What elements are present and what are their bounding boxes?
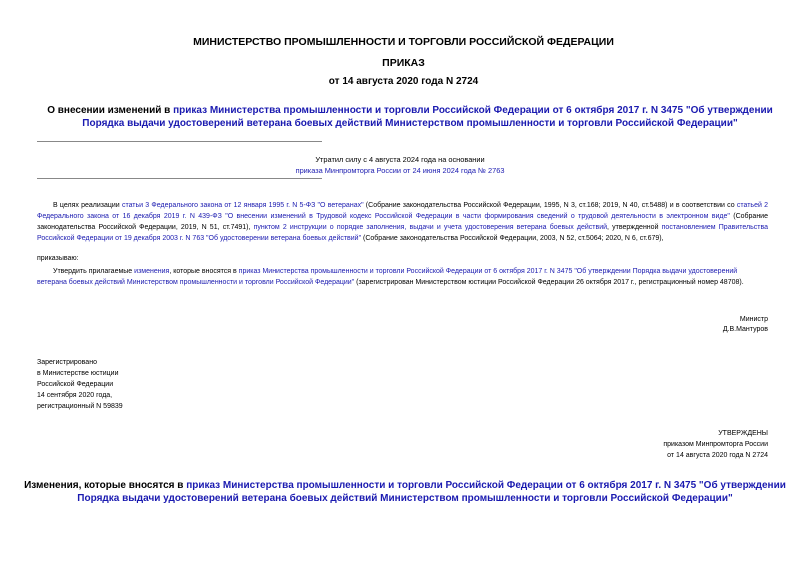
para1-text-2: (Собрание законодательства Российской Федерации, 2019, N 51, ст.7491),: [37, 213, 768, 231]
para1-text-indent: В целях реализации: [53, 202, 122, 209]
registration-line: регистрационный N 59839: [37, 403, 123, 410]
approved-block: [663, 428, 768, 461]
signature-name: Д.В.Мантуров: [722, 326, 768, 333]
para3-link-order[interactable]: приказ Министерства промышленности и торговли Российской Федерации от 6 октября 2017 г. N 3475 "Об утверждении Порядка выдачи удостоверений ветерана боевых действий Министерством промышленности и торговли Российской Федерации": [37, 268, 738, 286]
divider-bottom: [37, 178, 322, 179]
paragraph-order: приказываю:: [37, 255, 79, 262]
para3-text-1: Утвердить прилагаемые: [53, 268, 135, 275]
changes-title-prefix: Изменения, которые вносятся в: [24, 480, 187, 491]
title-prefix: О внесении изменений в: [47, 105, 174, 116]
para1-link-instruction[interactable]: пунктом 2 инструкции о порядке заполнения, выдачи и учета удостоверения ветерана боевых действий: [253, 224, 608, 231]
registration-line: Российской Федерации: [37, 381, 114, 388]
para1-link-labor-code-law[interactable]: статьей 2 Федерального закона от 16 декабря 2019 г. N 439-ФЗ "О внесении изменений в Трудовой кодекс Российской Федерации в части формирования сведений о трудовой деятельности в электронном виде": [37, 202, 769, 220]
para3-text-2: , которые вносятся в: [169, 268, 239, 275]
para3-text-3: (зарегистрирован Министерством юстиции Российской Федерации 26 октября 2017 г., регистрационный номер 48708).: [354, 279, 744, 286]
paragraph-basis: [37, 200, 768, 244]
approved-line: приказом Минпромторга России: [663, 441, 768, 448]
doc-type-heading: ПРИКАЗ: [382, 57, 425, 69]
para1-link-veterans-law[interactable]: статьи 3 Федерального закона от 12 января 1995 г. N 5-ФЗ "О ветеранах": [121, 202, 364, 209]
registration-line: Зарегистрировано: [37, 359, 97, 366]
document-title: [30, 104, 790, 130]
title-link[interactable]: приказ Министерства промышленности и торговли Российской Федерации от 6 октября 2017 г. N 3475 "Об утверждении Порядка выдачи удостоверений ветерана боевых действий Министерством промышленности и торговли Российской Федерации": [82, 105, 773, 129]
paragraph-approve: [37, 266, 768, 288]
signature-position: Министр: [739, 316, 768, 323]
changes-title: [20, 479, 790, 505]
lost-force-text: Утратил силу с 4 августа 2024 года на основании: [315, 155, 485, 164]
para1-link-government-resolution[interactable]: постановлением Правительства Российской Федерации от 19 декабря 2003 г. N 763 "Об удостоверении ветерана боевых действий": [37, 224, 768, 242]
signature-block: [723, 315, 768, 335]
ministry-heading: МИНИСТЕРСТВО ПРОМЫШЛЕННОСТИ И ТОРГОВЛИ РОССИЙСКОЙ ФЕДЕРАЦИИ: [193, 36, 614, 48]
lost-force-note: [160, 154, 640, 176]
para1-text-3: , утвержденной: [607, 224, 662, 231]
registration-block: [37, 357, 123, 412]
approved-line: УТВЕРЖДЕНЫ: [718, 430, 768, 437]
lost-force-link[interactable]: приказа Минпромторга России от 24 июня 2024 года № 2763: [295, 166, 505, 175]
para3-link-changes[interactable]: изменения: [134, 268, 170, 275]
para1-text-4: (Собрание законодательства Российской Федерации, 2003, N 52, ст.5064; 2020, N 6, ст.679),: [361, 235, 664, 242]
registration-line: в Министерстве юстиции: [37, 370, 119, 377]
approved-line: от 14 августа 2020 года N 2724: [667, 452, 768, 459]
divider-top: [37, 141, 322, 142]
para1-text-1: (Собрание законодательства Российской Федерации, 1995, N 3, ст.168; 2019, N 40, ст.5488) и в соответствии со: [363, 202, 737, 209]
registration-line: 14 сентября 2020 года,: [37, 392, 113, 399]
doc-date-number: от 14 августа 2020 года N 2724: [328, 76, 479, 87]
changes-title-link[interactable]: приказ Министерства промышленности и торговли Российской Федерации от 6 октября 2017 г. N 3475 "Об утверждении Порядка выдачи удостоверений ветерана боевых действий Министерством промышленности и торговли Российской Федерации": [77, 480, 786, 504]
